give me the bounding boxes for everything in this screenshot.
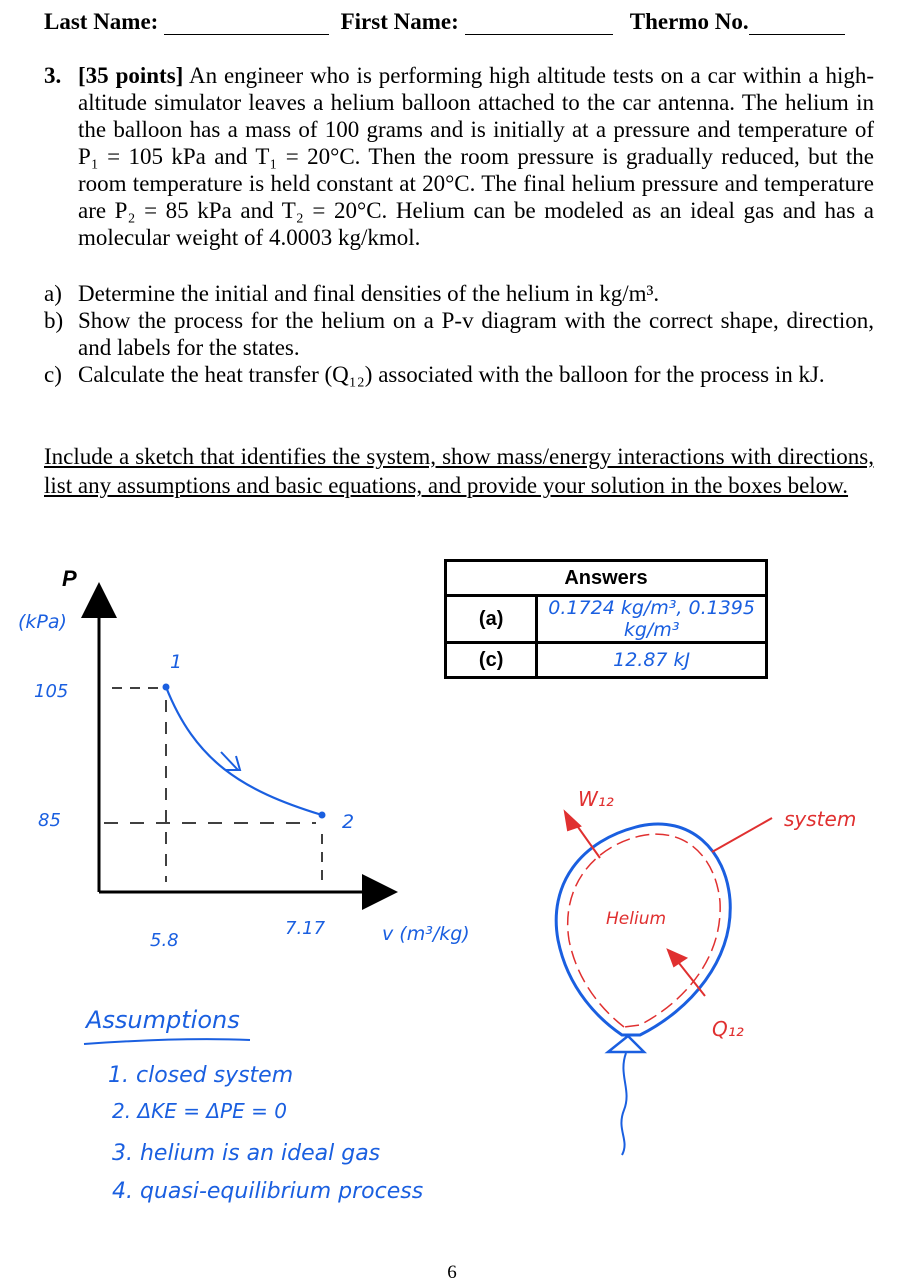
instructions: Include a sketch that identifies the system, show mass/energy interactions with directions, list any assumptions and basic equations, and provide your solution in the boxes below. [44,444,874,498]
helium-label: Helium [606,909,667,929]
work-arrow [565,812,600,858]
header [44,8,874,35]
p2-tick-label: 85 [38,810,61,831]
problem-parts [44,280,874,388]
first-name-blank[interactable] [465,8,613,35]
v-axis-label: v (m³/kg) [382,923,470,945]
assumption-item: 1. closed system [108,1063,294,1088]
part-text: Determine the initial and final densities of the helium in kg/m³. [78,281,660,306]
state-1-point [163,684,170,691]
balloon-knot [608,1036,644,1052]
last-name-label: Last Name: [44,9,159,34]
work-label: W₁₂ [578,787,614,811]
answer-value[interactable]: 0.1724 kg/m³, 0.1395 kg/m³ [537,596,767,643]
p-unit-label: (kPa) [18,611,67,633]
problem-number: 3. [44,63,62,88]
thermo-no-blank[interactable] [749,8,845,35]
assumption-item: 3. helium is an ideal gas [112,1141,381,1166]
state-2-point [319,812,326,819]
system-pointer [712,818,772,852]
process-curve [166,687,322,815]
part-text: Show the process for the helium on a P-v diagram with the correct shape, direction, and labels for the states. [78,308,874,360]
heat-label: Q₁₂ [712,1017,744,1041]
heat-arrow [668,950,705,996]
thermo-no-label: Thermo No. [629,9,749,34]
page-number: 6 [447,1262,457,1283]
v1-tick-label: 5.8 [150,930,179,951]
system-boundary [568,834,720,1027]
answer-label: (a) [446,596,537,643]
assumption-item: 2. ΔKE = ΔPE = 0 [112,1099,287,1123]
part-text: Calculate the heat transfer (Q₁₂) associated with the balloon for the process in kJ. [78,362,825,387]
assumption-item: 4. quasi-equilibrium process [112,1179,424,1204]
assumptions-title: Assumptions [86,1006,240,1034]
part-label: b) [44,308,64,333]
answers-table [444,559,768,679]
p-axis-label: P [62,566,77,591]
last-name-blank[interactable] [164,8,329,35]
answers-title: Answers [446,561,767,596]
problem-text: An engineer who is performing high altitude tests on a car within a high-altitude simulator leaves a helium balloon attached to the car antenna. The helium in the balloon has a mass of 100 grams and is initially at a pressure and temperature of P₁ = 105 kPa and T₁ = 20°C. Then the room pressure is gradually reduced, but the room temperature is held constant at 20°C. The final helium pressure and temperature are P₂ = 85 kPa and T₂ = 20°C. Helium can be modeled as an ideal gas and has a molecular weight of 4.0003 kg/kmol. [78,63,874,250]
answer-value[interactable]: 12.87 kJ [537,643,767,678]
state-1-label: 1 [170,651,183,673]
part-label: c) [44,362,62,387]
table-row [446,643,767,678]
state-2-label: 2 [342,811,355,833]
p1-tick-label: 105 [34,681,69,702]
part-b [44,307,874,361]
system-label: system [784,807,857,831]
problem-points: [35 points] [78,63,184,88]
first-name-label: First Name: [340,9,459,34]
assumptions-underline [84,1039,250,1044]
problem-statement [44,62,874,251]
part-a [44,280,874,307]
part-label: a) [44,281,62,306]
process-direction-arrow [221,752,240,770]
answer-label: (c) [446,643,537,678]
v2-tick-label: 7.17 [285,918,326,939]
part-c [44,361,874,388]
balloon-outline [556,824,730,1035]
table-row [446,596,767,643]
balloon-string [621,1053,626,1155]
